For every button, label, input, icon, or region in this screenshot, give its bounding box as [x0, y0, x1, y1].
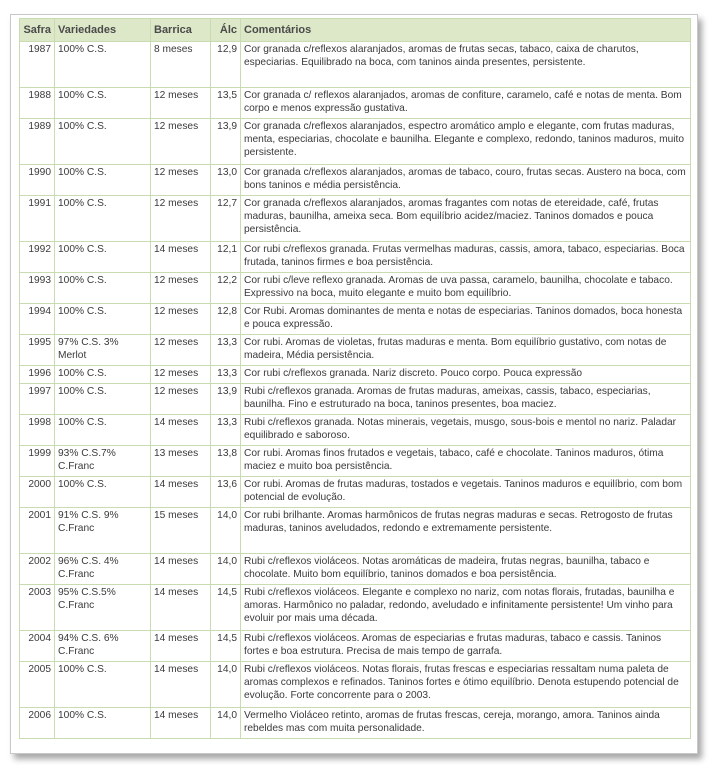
cell-variedades: 100% C.S.	[55, 196, 151, 242]
cell-alc: 13,6	[211, 477, 241, 508]
cell-barrica: 14 meses	[151, 631, 211, 662]
cell-comentario: Rubi c/reflexos violáceos. Elegante e complexo no nariz, com notas florais, frutadas, baunilha e amoras. Harmônico no paladar, redondo, aveludado e infinitamente persistente! Um vinho para evoluir por mais uma década.	[241, 585, 691, 631]
table-row	[20, 165, 691, 196]
cell-barrica: 12 meses	[151, 119, 211, 165]
cell-comentario: Cor rubi c/leve reflexo granada. Aromas de uva passa, caramelo, baunilha, chocolate e tabaco. Expressivo na boca, muito elegante e muito bom equilíbrio.	[241, 273, 691, 304]
cell-safra: 2004	[20, 631, 55, 662]
table-row	[20, 88, 691, 119]
header-alc: Álc	[211, 19, 241, 42]
cell-barrica: 12 meses	[151, 335, 211, 366]
cell-comentario: Rubi c/reflexos violáceos. Notas aromáticas de madeira, frutas negras, baunilha, tabaco e chocolate. Muito bom equilíbrio, taninos domados e boa persistência.	[241, 554, 691, 585]
cell-safra: 1993	[20, 273, 55, 304]
cell-alc: 14,0	[211, 708, 241, 739]
cell-comentario: Cor rubi brilhante. Aromas harmônicos de frutas negras maduras e secas. Retrogosto de frutas maduras, taninos aveludados, redondo e extremamente persistente.	[241, 508, 691, 554]
cell-alc: 13,9	[211, 384, 241, 415]
cell-alc: 14,5	[211, 631, 241, 662]
cell-barrica: 12 meses	[151, 196, 211, 242]
cell-variedades: 94% C.S. 6% C.Franc	[55, 631, 151, 662]
table-row	[20, 415, 691, 446]
cell-safra: 2005	[20, 662, 55, 708]
cell-comentario: Cor granada c/reflexos alaranjados, aromas de frutas secas, tabaco, caixa de charutos, especiarias. Equilibrado na boca, com taninos ainda presentes, persistente.	[241, 42, 691, 88]
header-barrica: Barrica	[151, 19, 211, 42]
cell-comentario: Cor rubi. Aromas finos frutados e vegetais, tabaco, café e chocolate. Taninos maduros, ótima maciez e muito boa persistência.	[241, 446, 691, 477]
cell-comentario: Rubi c/reflexos granada. Notas minerais, vegetais, musgo, sous-bois e mentol no nariz. Paladar equilibrado e saboroso.	[241, 415, 691, 446]
cell-barrica: 12 meses	[151, 88, 211, 119]
cell-alc: 14,0	[211, 508, 241, 554]
cell-barrica: 12 meses	[151, 165, 211, 196]
cell-variedades: 100% C.S.	[55, 88, 151, 119]
cell-safra: 1989	[20, 119, 55, 165]
table-row	[20, 304, 691, 335]
table-header-row	[20, 19, 691, 42]
cell-alc: 12,9	[211, 42, 241, 88]
cell-comentario: Rubi c/reflexos violáceos. Aromas de especiarias e frutas maduras, tabaco e cassis. Taninos fortes e boa estrutura. Precisa de mais tempo de garrafa.	[241, 631, 691, 662]
cell-variedades: 100% C.S.	[55, 242, 151, 273]
cell-variedades: 100% C.S.	[55, 477, 151, 508]
cell-safra: 1987	[20, 42, 55, 88]
cell-variedades: 100% C.S.	[55, 304, 151, 335]
cell-alc: 12,7	[211, 196, 241, 242]
cell-variedades: 96% C.S. 4% C.Franc	[55, 554, 151, 585]
table-row	[20, 662, 691, 708]
cell-comentario: Cor rubi. Aromas de frutas maduras, tostados e vegetais. Taninos maduros e equilíbrio, com bom potencial de evolução.	[241, 477, 691, 508]
cell-variedades: 100% C.S.	[55, 708, 151, 739]
cell-safra: 1994	[20, 304, 55, 335]
cell-safra: 1995	[20, 335, 55, 366]
cell-variedades: 100% C.S.	[55, 415, 151, 446]
cell-variedades: 100% C.S.	[55, 366, 151, 384]
table-row	[20, 42, 691, 88]
cell-variedades: 95% C.S.5% C.Franc	[55, 585, 151, 631]
header-comentarios: Comentários	[241, 19, 691, 42]
cell-comentario: Cor granada c/reflexos alaranjados, aromas de tabaco, couro, frutas secas. Austero na boca, com bons taninos e média persistência.	[241, 165, 691, 196]
cell-safra: 1991	[20, 196, 55, 242]
cell-comentario: Cor granada c/ reflexos alaranjados, aromas de confiture, caramelo, café e notas de menta. Bom corpo e menos expressão gustativa.	[241, 88, 691, 119]
cell-alc: 13,3	[211, 335, 241, 366]
cell-barrica: 14 meses	[151, 554, 211, 585]
cell-barrica: 15 meses	[151, 508, 211, 554]
table-row	[20, 508, 691, 554]
cell-comentario: Cor rubi c/reflexos granada. Frutas vermelhas maduras, cassis, amora, tabaco, especiarias. Boca frutada, taninos firmes e boa persistência.	[241, 242, 691, 273]
cell-safra: 2000	[20, 477, 55, 508]
table-frame	[10, 14, 698, 754]
cell-variedades: 100% C.S.	[55, 42, 151, 88]
cell-safra: 1992	[20, 242, 55, 273]
cell-comentario: Vermelho Violáceo retinto, aromas de frutas frescas, cereja, morango, amora. Taninos ainda rebeldes mas com muita personalidade.	[241, 708, 691, 739]
cell-alc: 14,5	[211, 585, 241, 631]
cell-safra: 1990	[20, 165, 55, 196]
table-row	[20, 366, 691, 384]
cell-barrica: 12 meses	[151, 304, 211, 335]
cell-variedades: 100% C.S.	[55, 119, 151, 165]
cell-barrica: 12 meses	[151, 273, 211, 304]
cell-variedades: 100% C.S.	[55, 165, 151, 196]
table-row	[20, 554, 691, 585]
header-safra: Safra	[20, 19, 55, 42]
cell-alc: 14,0	[211, 554, 241, 585]
header-variedades: Variedades	[55, 19, 151, 42]
table-row	[20, 335, 691, 366]
cell-barrica: 8 meses	[151, 42, 211, 88]
cell-barrica: 14 meses	[151, 708, 211, 739]
cell-barrica: 12 meses	[151, 384, 211, 415]
table-row	[20, 384, 691, 415]
table-row	[20, 477, 691, 508]
cell-variedades: 100% C.S.	[55, 273, 151, 304]
table-row	[20, 446, 691, 477]
table-row	[20, 631, 691, 662]
cell-comentario: Cor granada c/reflexos alaranjados, espectro aromático amplo e elegante, com frutas maduras, menta, especiarias, chocolate e baunilha. Elegante e complexo, redondo, taninos maduros, muito persistente.	[241, 119, 691, 165]
table-row	[20, 196, 691, 242]
cell-barrica: 14 meses	[151, 662, 211, 708]
cell-variedades: 100% C.S.	[55, 384, 151, 415]
cell-alc: 14,0	[211, 662, 241, 708]
table-row	[20, 273, 691, 304]
cell-barrica: 13 meses	[151, 446, 211, 477]
cell-safra: 1988	[20, 88, 55, 119]
cell-alc: 13,9	[211, 119, 241, 165]
cell-safra: 1996	[20, 366, 55, 384]
cell-comentario: Cor Rubi. Aromas dominantes de menta e notas de especiarias. Taninos domados, boca honesta e pouca expressão.	[241, 304, 691, 335]
cell-barrica: 14 meses	[151, 415, 211, 446]
cell-alc: 13,3	[211, 366, 241, 384]
cell-comentario: Rubi c/reflexos granada. Aromas de frutas maduras, ameixas, cassis, tabaco, especiarias, baunilha. Fino e estruturado na boca, taninos presentes, boa maciez.	[241, 384, 691, 415]
cell-alc: 13,3	[211, 415, 241, 446]
cell-comentario: Cor rubi. Aromas de violetas, frutas maduras e menta. Bom equilíbrio gustativo, com notas de madeira, Média persistência.	[241, 335, 691, 366]
cell-alc: 13,8	[211, 446, 241, 477]
table-row	[20, 585, 691, 631]
vintage-table	[19, 18, 691, 739]
cell-alc: 12,2	[211, 273, 241, 304]
table-row	[20, 119, 691, 165]
cell-safra: 1999	[20, 446, 55, 477]
cell-barrica: 12 meses	[151, 366, 211, 384]
cell-comentario: Cor rubi c/reflexos granada. Nariz discreto. Pouco corpo. Pouca expressão	[241, 366, 691, 384]
table-row	[20, 242, 691, 273]
cell-safra: 2001	[20, 508, 55, 554]
cell-barrica: 14 meses	[151, 585, 211, 631]
cell-variedades: 100% C.S.	[55, 662, 151, 708]
cell-barrica: 14 meses	[151, 477, 211, 508]
cell-safra: 1997	[20, 384, 55, 415]
cell-alc: 12,8	[211, 304, 241, 335]
cell-variedades: 91% C.S. 9% C.Franc	[55, 508, 151, 554]
cell-alc: 13,5	[211, 88, 241, 119]
cell-safra: 2003	[20, 585, 55, 631]
cell-safra: 2006	[20, 708, 55, 739]
cell-barrica: 14 meses	[151, 242, 211, 273]
cell-alc: 12,1	[211, 242, 241, 273]
cell-alc: 13,0	[211, 165, 241, 196]
cell-variedades: 93% C.S.7% C.Franc	[55, 446, 151, 477]
table-row	[20, 708, 691, 739]
cell-safra: 2002	[20, 554, 55, 585]
cell-safra: 1998	[20, 415, 55, 446]
cell-comentario: Cor granada c/reflexos alaranjados, aromas fragantes com notas de etereidade, café, frutas maduras, baunilha, ameixa seca. Bom equilíbrio acidez/maciez. Taninos domados e pouca persistência.	[241, 196, 691, 242]
cell-comentario: Rubi c/reflexos violáceos. Notas florais, frutas frescas e especiarias ressaltam numa paleta de aromas complexos e refinados. Taninos fortes e ótimo equilíbrio. Denota estupendo potencial de evolução. Forte concorrente para o 2003.	[241, 662, 691, 708]
cell-variedades: 97% C.S. 3% Merlot	[55, 335, 151, 366]
